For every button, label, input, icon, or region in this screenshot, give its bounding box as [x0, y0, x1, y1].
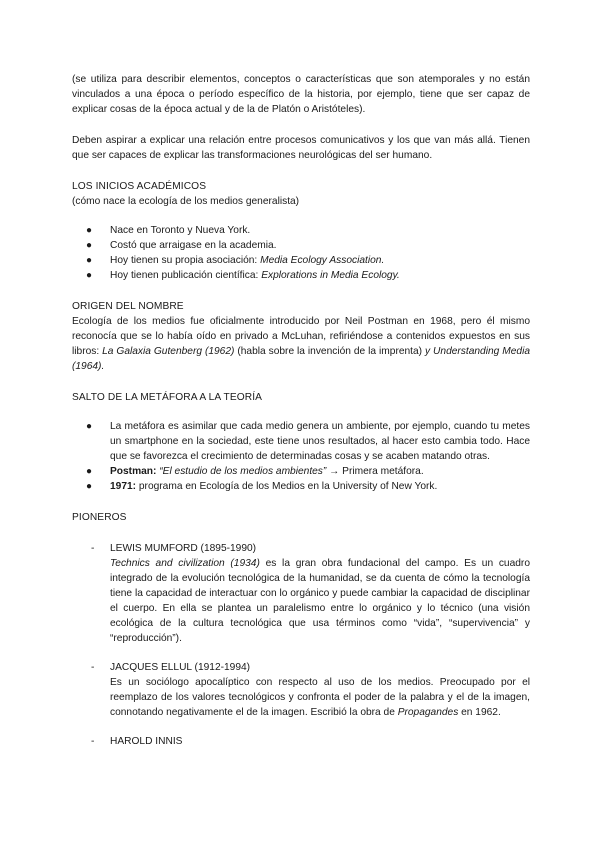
pioneros-list — [72, 541, 530, 749]
list-item-text: programa en Ecología de los Medios en la University of New York. — [136, 481, 438, 492]
list-item — [72, 479, 530, 494]
list-item-bold: Postman: — [110, 466, 157, 477]
section-heading-origen: ORIGEN DEL NOMBRE — [72, 301, 184, 312]
list-item — [72, 464, 530, 479]
section-heading-inicios: LOS INICIOS ACADÉMICOS — [72, 181, 207, 192]
list-item-italic: Media Ecology Association. — [260, 255, 385, 266]
list-item-text: → Primera metáfora. — [326, 466, 424, 477]
pionero-text: Es un sociólogo apocalíptico con respecto al uso de los medios. Preocupado por el reemplazo de los valores tecnológicos y confronta el poder de la palabra y el de la imagen, connotando negativamente el de la imagen. Escribió la obra de — [110, 677, 530, 718]
list-item-italic: “El estudio de los medios ambientes” — [156, 466, 327, 477]
list-item-text: Hoy tienen su propia asociación: — [110, 255, 261, 266]
pionero-name: HAROLD INNIS — [110, 736, 183, 747]
list-item-bold: 1971: — [110, 481, 137, 492]
list-item — [72, 253, 530, 268]
pionero-item — [72, 660, 530, 720]
dash-icon: - — [91, 736, 95, 747]
bullet-icon: ● — [86, 466, 93, 477]
bullet-icon: ● — [86, 270, 93, 281]
section-heading-pioneros: PIONEROS — [72, 512, 127, 523]
dash-icon: - — [91, 543, 95, 554]
origen-text-2: (habla sobre la invención de la imprenta) — [234, 346, 426, 357]
origen-text-1: Ecología de los medios fue oficialmente introducido por Neil Postman en 1968, pero él mismo reconocía que se lo había oído en privado a McLuhan, refiriéndose a contenidos expuestos en sus libros: — [72, 316, 530, 357]
pionero-description — [110, 675, 530, 720]
pionero-item — [72, 541, 530, 646]
pionero-description — [110, 556, 530, 646]
section-subheading-inicios: (cómo nace la ecología de los medios generalista) — [72, 196, 300, 207]
pionero-text-end: en 1962. — [458, 707, 501, 718]
salto-list — [72, 419, 530, 494]
list-item-text: La metáfora es asimilar que cada medio genera un ambiente, por ejemplo, cuando tu metes un smartphone en la sociedad, este tiene unos resultados, al hacer esto cambia todo. Hace que se favorezca el crecimiento de determinadas cosas y se acaben matando otras. — [110, 421, 530, 462]
pionero-name: JACQUES ELLUL (1912-1994) — [110, 662, 251, 673]
origen-book-2: y Understanding Media (1964). — [72, 346, 530, 372]
intro-paragraph-2: Deben aspirar a explicar una relación entre procesos comunicativos y los que van más allá. Tienen que ser capaces de explicar las transformaciones neurológicas del ser humano. — [72, 135, 530, 161]
inicios-list — [72, 223, 530, 283]
list-item — [72, 268, 530, 283]
pionero-text: es la gran obra fundacional del campo. Es un cuadro integrado de la evolución tecnológica de la humanidad, se da cuenta de cómo la tecnología tiene la capacidad de interactuar con lo orgánico y puede cambiar la capacidad de disciplinar el cuerpo. En ella se plantea un paralelismo entre lo orgánico y lo técnico (una visión ecológica de la cultura tecnológica que usa términos como “vida”, “supervivencia” y “reproducción”). — [110, 558, 530, 644]
origen-book-1: La Galaxia Gutenberg (1962) — [102, 346, 235, 357]
bullet-icon: ● — [86, 255, 93, 266]
pionero-name: LEWIS MUMFORD (1895-1990) — [110, 543, 257, 554]
pionero-item — [72, 734, 530, 749]
bullet-icon: ● — [86, 225, 93, 236]
document-page — [72, 72, 530, 749]
list-item-text: Hoy tienen publicación científica: — [110, 270, 262, 281]
list-item — [72, 419, 530, 464]
pionero-book: Propagandes — [397, 707, 459, 718]
bullet-icon: ● — [86, 481, 93, 492]
list-item — [72, 238, 530, 253]
section-heading-salto: SALTO DE LA METÁFORA A LA TEORÍA — [72, 392, 263, 403]
list-item-italic: Explorations in Media Ecology. — [261, 270, 400, 281]
bullet-icon: ● — [86, 421, 93, 432]
intro-paragraph-1: (se utiliza para describir elementos, conceptos o características que son atemporales y no están vinculados a una época o período específico de la historia, por ejemplo, tiene que ser capaz de explicar cosas de la época actual y de la de Platón o Aristóteles). — [72, 74, 530, 115]
origen-paragraph — [72, 314, 530, 374]
bullet-icon: ● — [86, 240, 93, 251]
list-item-text: Nace en Toronto y Nueva York. — [110, 225, 251, 236]
list-item-text: Costó que arraigase en la academia. — [110, 240, 277, 251]
pionero-book: Technics and civilization (1934) — [110, 558, 260, 569]
dash-icon: - — [91, 662, 95, 673]
list-item — [72, 223, 530, 238]
